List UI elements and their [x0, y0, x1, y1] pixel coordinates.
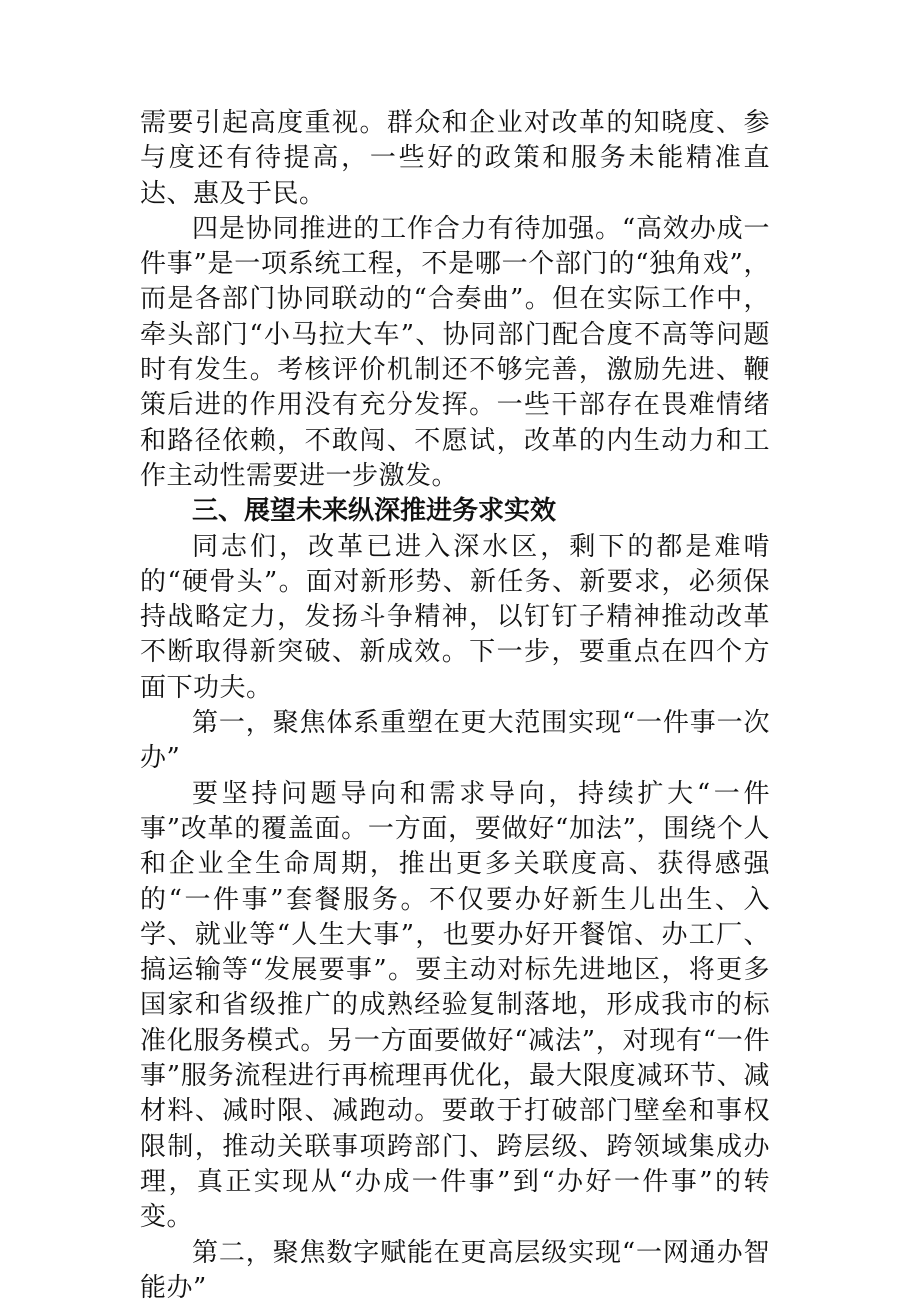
paragraph-1: 需要引起高度重视。群众和企业对改革的知晓度、参与度还有待提高，一些好的政策和服务未能精准直达、惠及于民。	[140, 106, 770, 212]
paragraph-4: 要坚持问题导向和需求导向，持续扩大“一件事”改革的覆盖面。一方面，要做好“加法”，围绕个人和企业全生命周期，推出更多关联度高、获得感强的“一件事”套餐服务。不仅要办好新生儿出生、入学、就业等“人生大事”，也要办好开餐馆、办工厂、搞运输等“发展要事”。要主动对标先进地区，将更多国家和省级推广的成熟经验复制落地，形成我市的标准化服务模式。另一方面要做好“减法”，对现有“一件事”服务流程进行再梳理再优化，最大限度减环节、减材料、减时限、减跑动。要敢于打破部门壁垒和事权限制，推动关联事项跨部门、跨层级、跨领域集成办理，真正实现从“办成一件事”到“办好一件事”的转变。	[140, 777, 770, 1236]
paragraph-2: 四是协同推进的工作合力有待加强。“高效办成一件事”是一项系统工程，不是哪一个部门的“独角戏”，而是各部门协同联动的“合奏曲”。但在实际工作中，牵头部门“小马拉大车”、协同部门配合度不高等问题时有发生。考核评价机制还不够完善，激励先进、鞭策后进的作用没有充分发挥。一些干部存在畏难情绪和路径依赖，不敢闯、不愿试，改革的内生动力和工作主动性需要进一步激发。	[140, 212, 770, 494]
document-page	[140, 106, 770, 1306]
paragraph-3: 同志们，改革已进入深水区，剩下的都是难啃的“硬骨头”。面对新形势、新任务、新要求，必须保持战略定力，发扬斗争精神，以钉钉子精神推动改革不断取得新突破、新成效。下一步，要重点在四个方面下功夫。	[140, 530, 770, 706]
section-heading: 三、展望未来纵深推进务求实效	[140, 494, 770, 529]
subheading-first: 第一，聚焦体系重塑在更大范围实现“一件事一次办”	[140, 706, 770, 777]
subheading-second: 第二，聚焦数字赋能在更高层级实现“一网通办智能办”	[140, 1236, 770, 1306]
